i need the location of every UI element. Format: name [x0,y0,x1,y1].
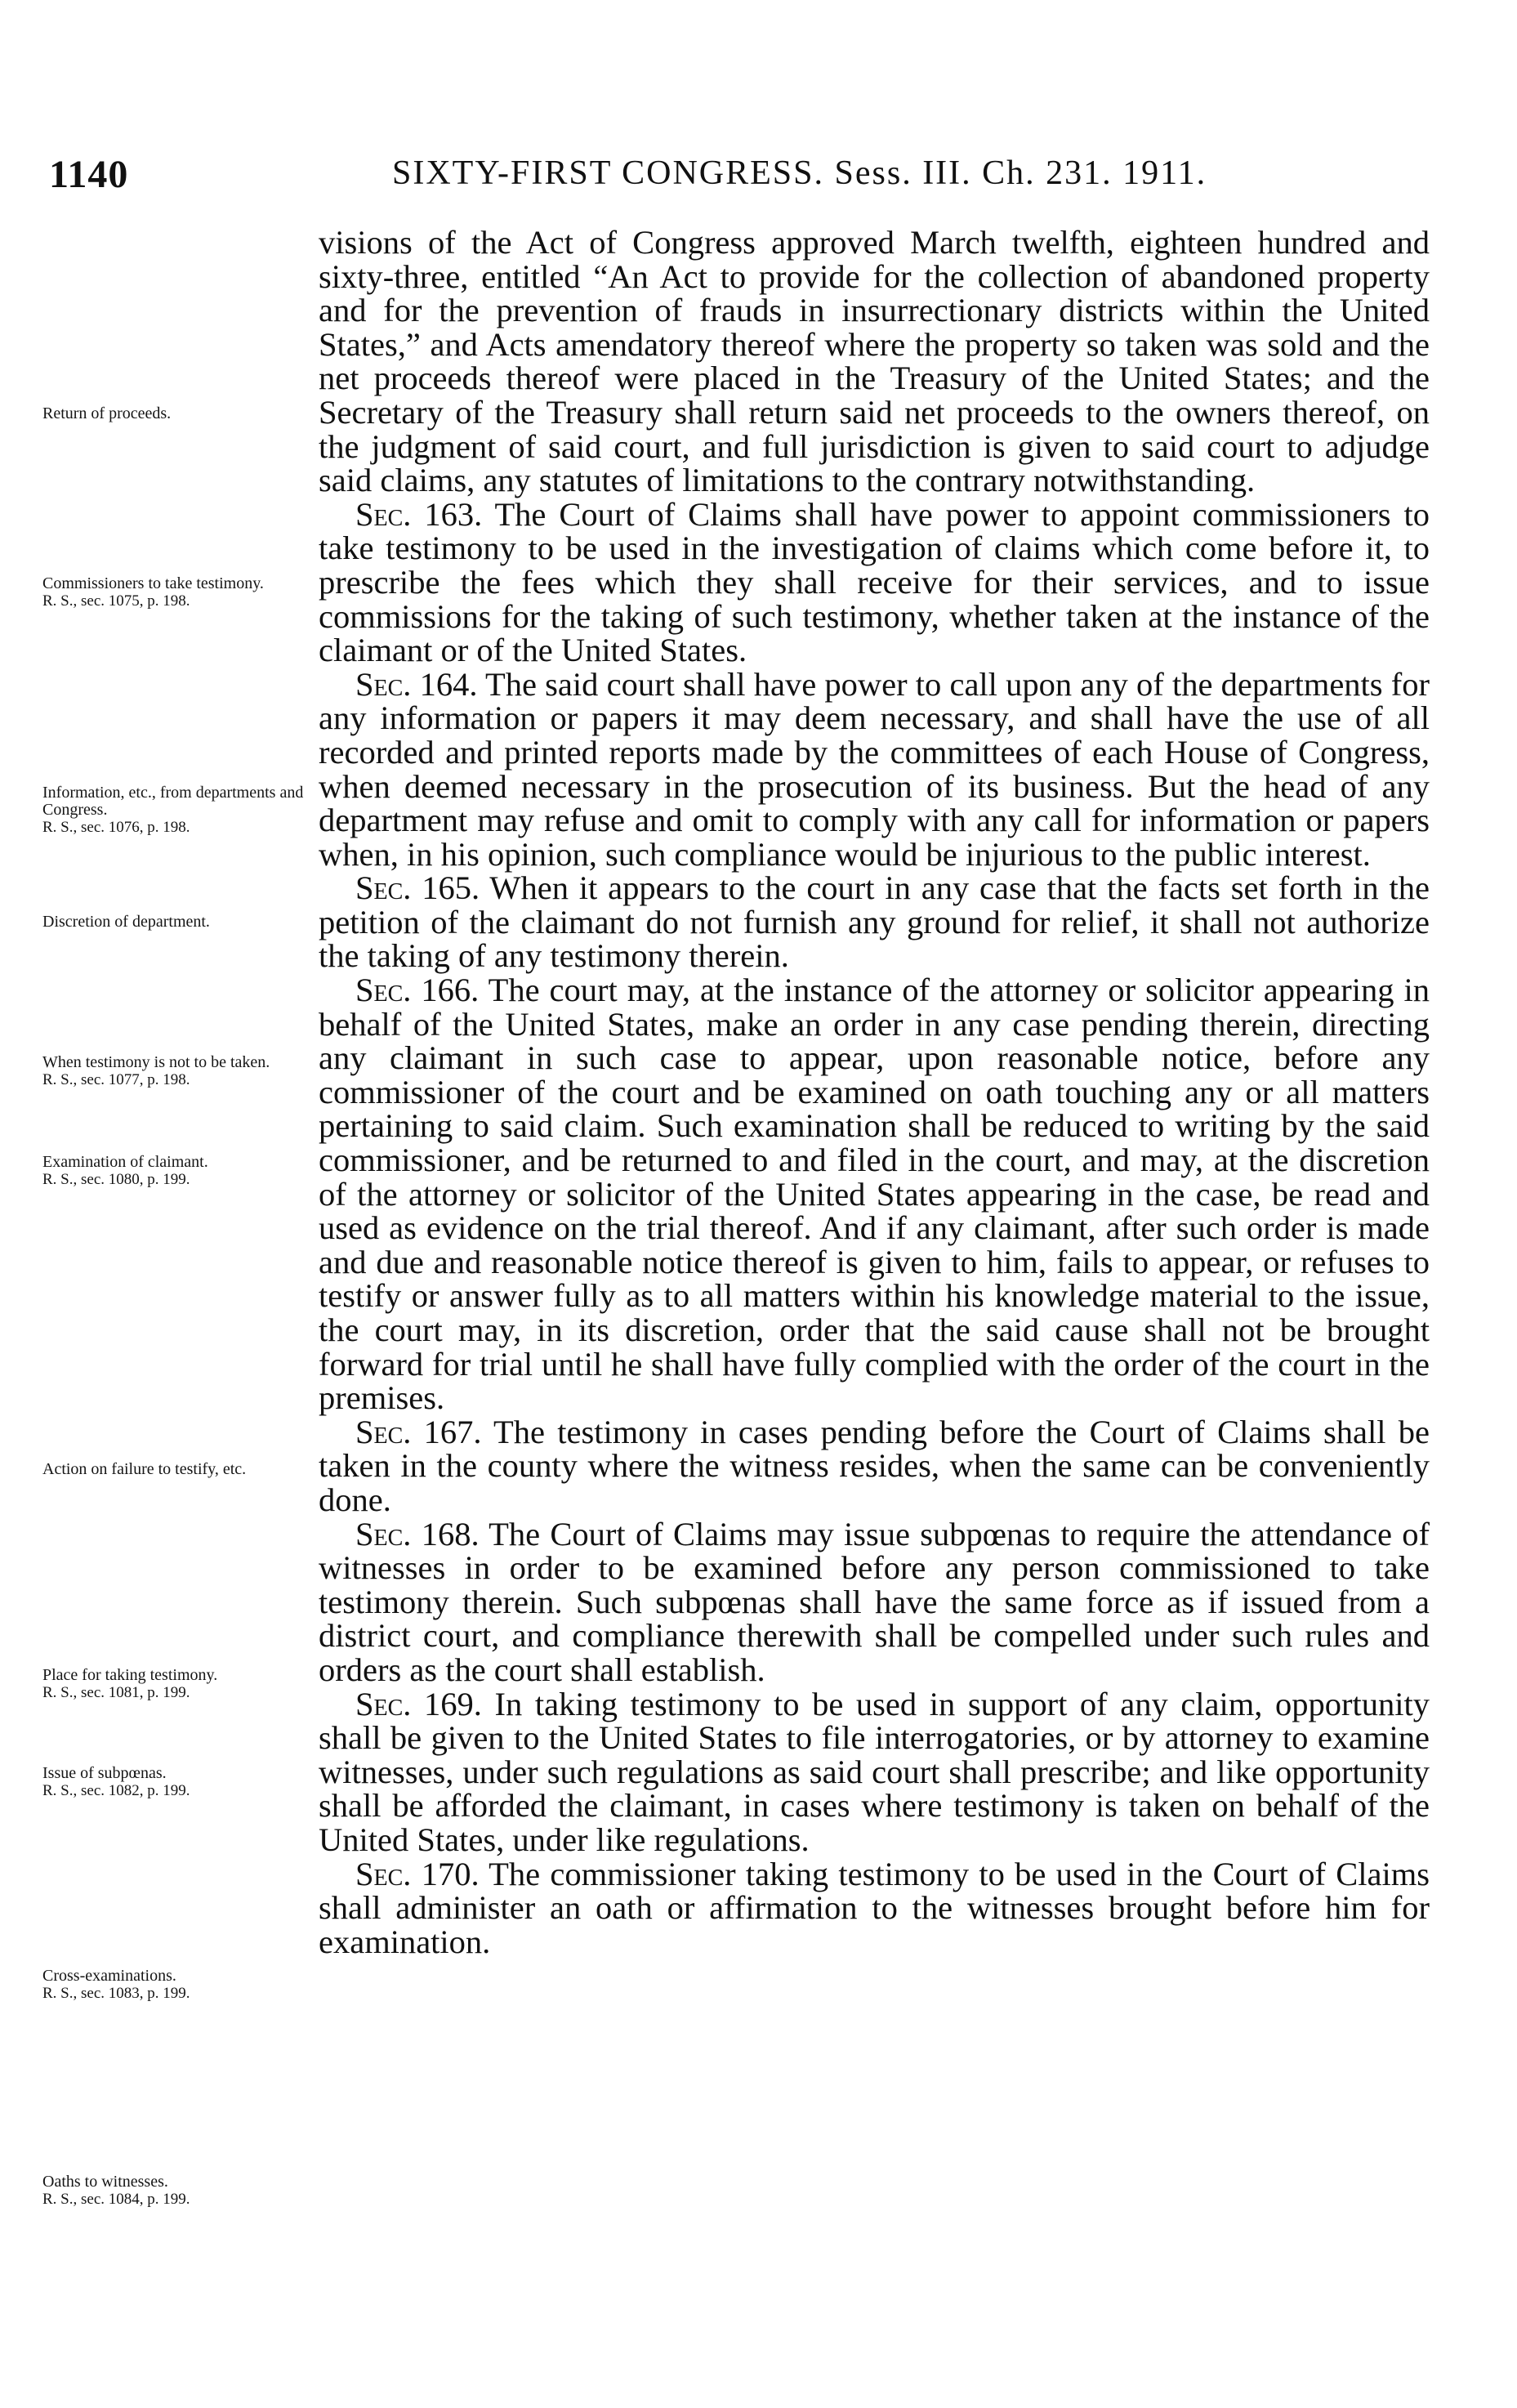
section-label: Sec. 170. [355,1855,480,1892]
section-text: The said court shall have power to call upon any of the departments for any information or papers it may deem necessary, and shall have the use of all recorded and printed reports made by the committees of each House of Congress, when deemed necessary in the prosecution of its business. But the head of any department may refuse and omit to comply with any call for information or papers when, in his opinion, such compliance would be injurious to the public interest. [319,665,1430,873]
section-text: In taking testimony to be used in support of any claim, opportunity shall be given to the United States to file interrogatories, or by attorney to examine witnesses, under such regulations as said court shall prescribe; and like opportunity shall be afforded the claimant, in cases where testimony is taken on behalf of the United States, under like regulations. [319,1685,1430,1858]
margin-note-reference: R. S., sec. 1080, p. 199. [42,1171,190,1188]
page-header [0,152,1517,201]
margin-note-information [42,784,312,836]
margin-note-title: Oaths to witnesses. [42,2173,168,2191]
margin-note-reference: R. S., sec. 1083, p. 199. [42,1985,190,2002]
margin-note-title: When testimony is not to be taken. [42,1053,270,1071]
section-text: The court may, at the instance of the attorney or solicitor appearing in behalf of the United States, make an order in any case pending therein, directing any claimant in such case to appear, upon reasonable notice, before any commissioner of the court and be examined on oath touching any or all matters pertaining to said claim. Such examination shall be reduced to writing by the said commissioner, and be returned to and filed in the court, and may, at the discretion of the attorney or solicitor of the United States appearing in the case, be read and used as evidence on the trial thereof. And if any claimant, after such order is made and due and reasonable notice thereof is given to him, fails to appear, or refuses to testify or answer fully as to all matters within his knowledge material to the issue, the court may, in its discretion, order that the said cause shall not be brought forward for trial until he shall have fully complied with the order of the court in the premises. [319,972,1430,1417]
section-169 [319,1687,1430,1857]
margin-note-title: Action on failure to testify, etc. [42,1460,247,1478]
section-label: Sec. 165. [355,869,480,907]
margin-note-oaths [42,2173,312,2208]
margin-note-title: Return of proceeds. [42,404,172,422]
margin-note-title: Issue of subpœnas. [42,1764,167,1782]
margin-note-commissioners [42,575,312,610]
continuation-paragraph: visions of the Act of Congress approved March twelfth, eighteen hundred and sixty-three, entitled “An Act to provide for the collection of abandoned property and for the prevention of frauds in insurrectionary districts within the United States,” and Acts amendatory thereof where the property so taken was sold and the net proceeds thereof were placed in the Treasury of the United States; and the Secretary of the Treasury shall return said net proceeds to the owners thereof, on the judgment of said court, and full jurisdiction is given to said court to adjudge said claims, any statutes of limitations to the contrary notwithstanding. [319,224,1430,499]
margin-note-action-on-failure [42,1461,312,1478]
margin-note-title: Cross-examinations. [42,1967,176,1985]
margin-note-title: Commissioners to take testimony. [42,574,264,592]
section-label: Sec. 168. [355,1515,480,1552]
margin-note-return-of-proceeds [42,405,312,422]
margin-note-title: Discretion of department. [42,913,210,931]
section-text: The testimony in cases pending before the Court of Claims shall be taken in the county where the witness resides, when the same can be conveniently done. [319,1413,1430,1518]
section-label: Sec. 167. [355,1413,482,1450]
margin-note-discretion [42,914,312,931]
section-text: When it appears to the court in any case that the facts set forth in the petition of the claimant do not furnish any ground for relief, it shall not authorize the taking of any testimony therein. [319,869,1430,975]
section-170 [319,1857,1430,1959]
running-head: SIXTY-FIRST CONGRESS. Sess. III. Ch. 231. 1911. [392,154,1207,192]
margin-note-reference: R. S., sec. 1082, p. 199. [42,1782,190,1799]
margin-note-reference: R. S., sec. 1075, p. 198. [42,592,190,610]
margin-note-reference: R. S., sec. 1077, p. 198. [42,1071,190,1088]
section-label: Sec. 166. [355,972,480,1009]
section-167 [319,1415,1430,1517]
section-label: Sec. 169. [355,1685,482,1722]
section-text: The commissioner taking testimony to be used in the Court of Claims shall administer an oath or affirmation to the witnesses brought before him for examination. [319,1855,1430,1960]
section-label: Sec. 164. [355,665,478,703]
section-165 [319,871,1430,973]
margin-note-cross-examinations [42,1968,312,2002]
margin-note-place [42,1667,312,1701]
margin-note-title: Examination of claimant. [42,1153,208,1171]
margin-note-subpoenas [42,1765,312,1799]
section-164 [319,665,1430,873]
margin-note-examination [42,1154,312,1188]
margin-note-reference: R. S., sec. 1081, p. 199. [42,1684,190,1701]
section-163 [319,495,1430,669]
section-label: Sec. 163. [355,495,483,533]
page-number: 1140 [49,153,129,196]
body-text [319,226,1430,1959]
margin-note-when-testimony [42,1054,312,1088]
section-text: The Court of Claims may issue subpœnas to require the attendance of witnesses in order to be examined before any person commissioned to take testimony therein. Such subpœnas shall have the same force as if issued from a district court, and compliance therewith shall be compelled under such rules and orders as the court shall establish. [319,1515,1430,1688]
margin-note-reference: R. S., sec. 1076, p. 198. [42,819,190,836]
section-168 [319,1517,1430,1687]
section-166 [319,973,1430,1415]
margin-note-title: Information, etc., from departments and Congress. [42,784,304,819]
section-text: The Court of Claims shall have power to appoint commissioners to take testimony to be used in the investigation of claims which come before it, to prescribe the fees which they shall receive for their services, and to issue commissions for the taking of such testimony, whether taken at the instance of the claimant or of the United States. [319,495,1430,669]
margin-note-title: Place for taking testimony. [42,1666,218,1684]
margin-note-reference: R. S., sec. 1084, p. 199. [42,2191,190,2208]
